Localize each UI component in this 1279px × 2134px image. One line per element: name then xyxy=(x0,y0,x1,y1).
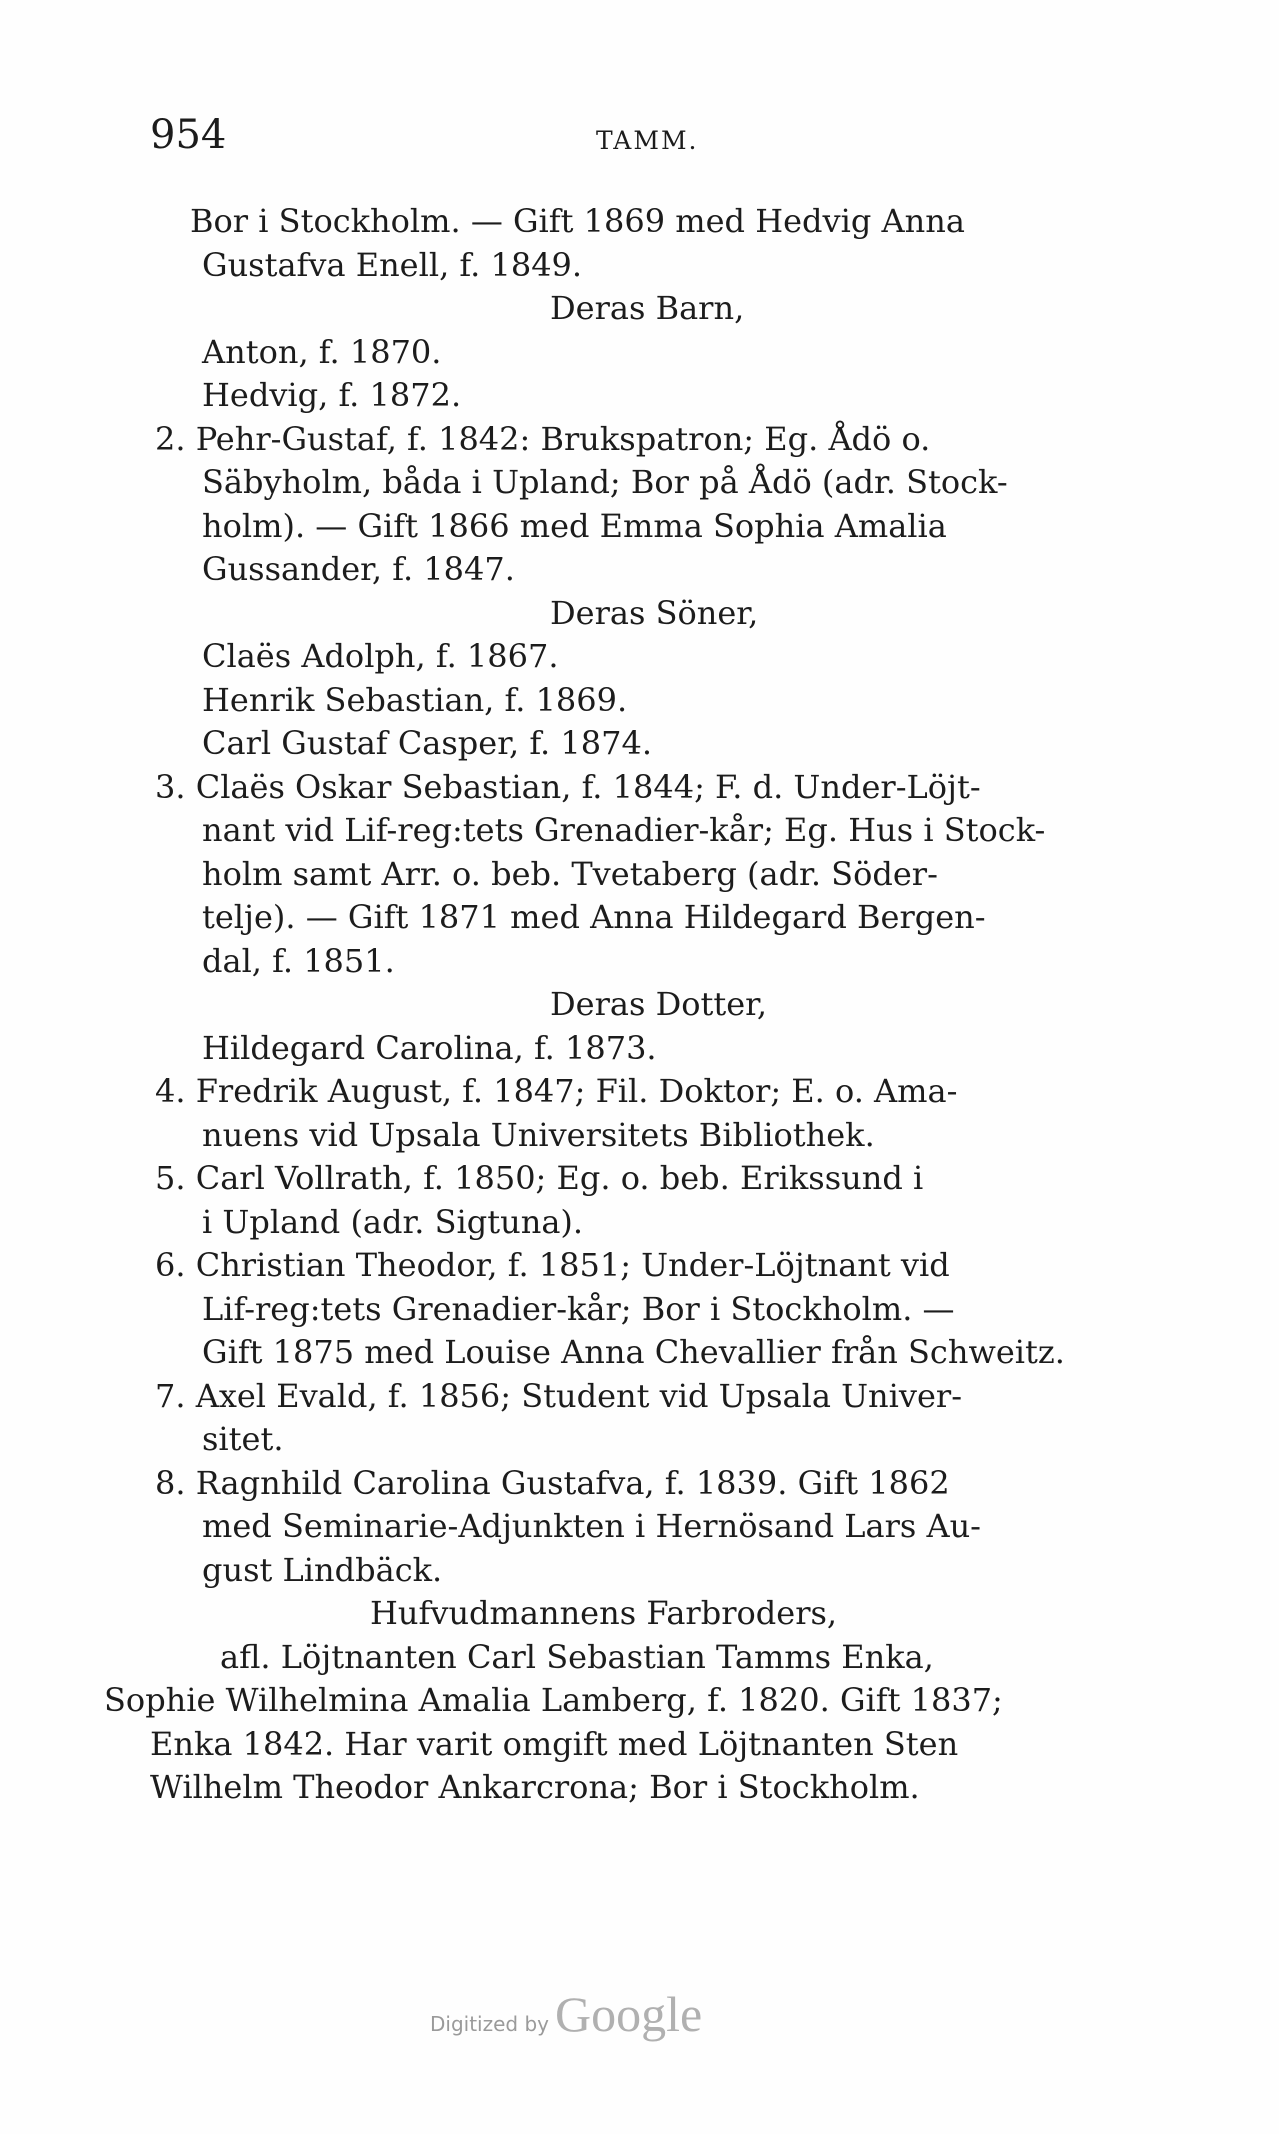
google-logo: Google xyxy=(555,1986,703,2042)
text-line: 4. Fredrik August, f. 1847; Fil. Doktor; E. o. Ama- xyxy=(155,1072,958,1110)
text-line: nant vid Lif-reg:tets Grenadier-kår; Eg. Hus i Stock- xyxy=(202,811,1046,849)
text-line: Lif-reg:tets Grenadier-kår; Bor i Stockholm. — xyxy=(202,1289,955,1328)
text-line: Bor i Stockholm. — Gift 1869 med Hedvig Anna xyxy=(190,202,965,240)
section-heading: Deras Barn, xyxy=(550,289,745,327)
text-line: Hedvig, f. 1872. xyxy=(202,376,462,414)
text-line: telje). — Gift 1871 med Anna Hildegard Bergen- xyxy=(202,898,986,936)
text-line: Gustafva Enell, f. 1849. xyxy=(202,245,583,284)
text-line: dal, f. 1851. xyxy=(202,941,395,980)
page-number: 954 xyxy=(150,112,227,158)
text-line: holm). — Gift 1866 med Emma Sophia Amalia xyxy=(202,506,947,545)
text-line: Henrik Sebastian, f. 1869. xyxy=(202,680,628,719)
running-head: TAMM. xyxy=(596,126,699,155)
page-header xyxy=(150,112,710,172)
text-line: Gift 1875 med Louise Anna Chevallier från Schweitz. xyxy=(202,1333,1065,1371)
text-line: Gussander, f. 1847. xyxy=(202,550,515,588)
text-line: 2. Pehr-Gustaf, f. 1842: Brukspatron; Eg. Ådö o. xyxy=(155,419,931,458)
text-line: Enka 1842. Har varit omgift med Löjtnanten Sten xyxy=(150,1724,959,1763)
digitized-by-google-watermark xyxy=(430,1985,702,2043)
text-line: med Seminarie-Adjunkten i Hernösand Lars Au- xyxy=(202,1507,981,1545)
text-line: Hildegard Carolina, f. 1873. xyxy=(202,1028,657,1067)
digitized-label: Digitized by xyxy=(430,2012,549,2036)
section-heading: Deras Dotter, xyxy=(550,985,768,1023)
text-line: 8. Ragnhild Carolina Gustafva, f. 1839. Gift 1862 xyxy=(155,1463,950,1502)
text-line: sitet. xyxy=(202,1420,284,1458)
text-line: gust Lindbäck. xyxy=(202,1550,443,1589)
text-line: Säbyholm, båda i Upland; Bor på Ådö (adr. Stock- xyxy=(202,463,1008,501)
text-line: Carl Gustaf Casper, f. 1874. xyxy=(202,724,652,762)
text-line: 7. Axel Evald, f. 1856; Student vid Upsala Univer- xyxy=(155,1376,963,1415)
text-line: 5. Carl Vollrath, f. 1850; Eg. o. beb. Erikssund i xyxy=(155,1159,924,1197)
text-line: 3. Claës Oskar Sebastian, f. 1844; F. d. Under-Löjt- xyxy=(155,767,981,806)
text-line: afl. Löjtnanten Carl Sebastian Tamms Enka, xyxy=(220,1637,934,1676)
text-line: i Upland (adr. Sigtuna). xyxy=(202,1202,584,1241)
text-line: nuens vid Upsala Universitets Bibliothek. xyxy=(202,1115,875,1154)
body-text xyxy=(104,200,1180,1810)
text-line: 6. Christian Theodor, f. 1851; Under-Löjtnant vid xyxy=(155,1246,950,1284)
section-heading: Hufvudmannens Farbroders, xyxy=(370,1594,838,1632)
text-line: Wilhelm Theodor Ankarcrona; Bor i Stockholm. xyxy=(150,1768,920,1806)
text-line: Sophie Wilhelmina Amalia Lamberg, f. 1820. Gift 1837; xyxy=(104,1681,1003,1719)
section-heading: Deras Söner, xyxy=(550,593,759,632)
text-line: Anton, f. 1870. xyxy=(202,332,442,371)
text-line: holm samt Arr. o. beb. Tvetaberg (adr. Söder- xyxy=(202,854,938,893)
text-line: Claës Adolph, f. 1867. xyxy=(202,637,559,675)
